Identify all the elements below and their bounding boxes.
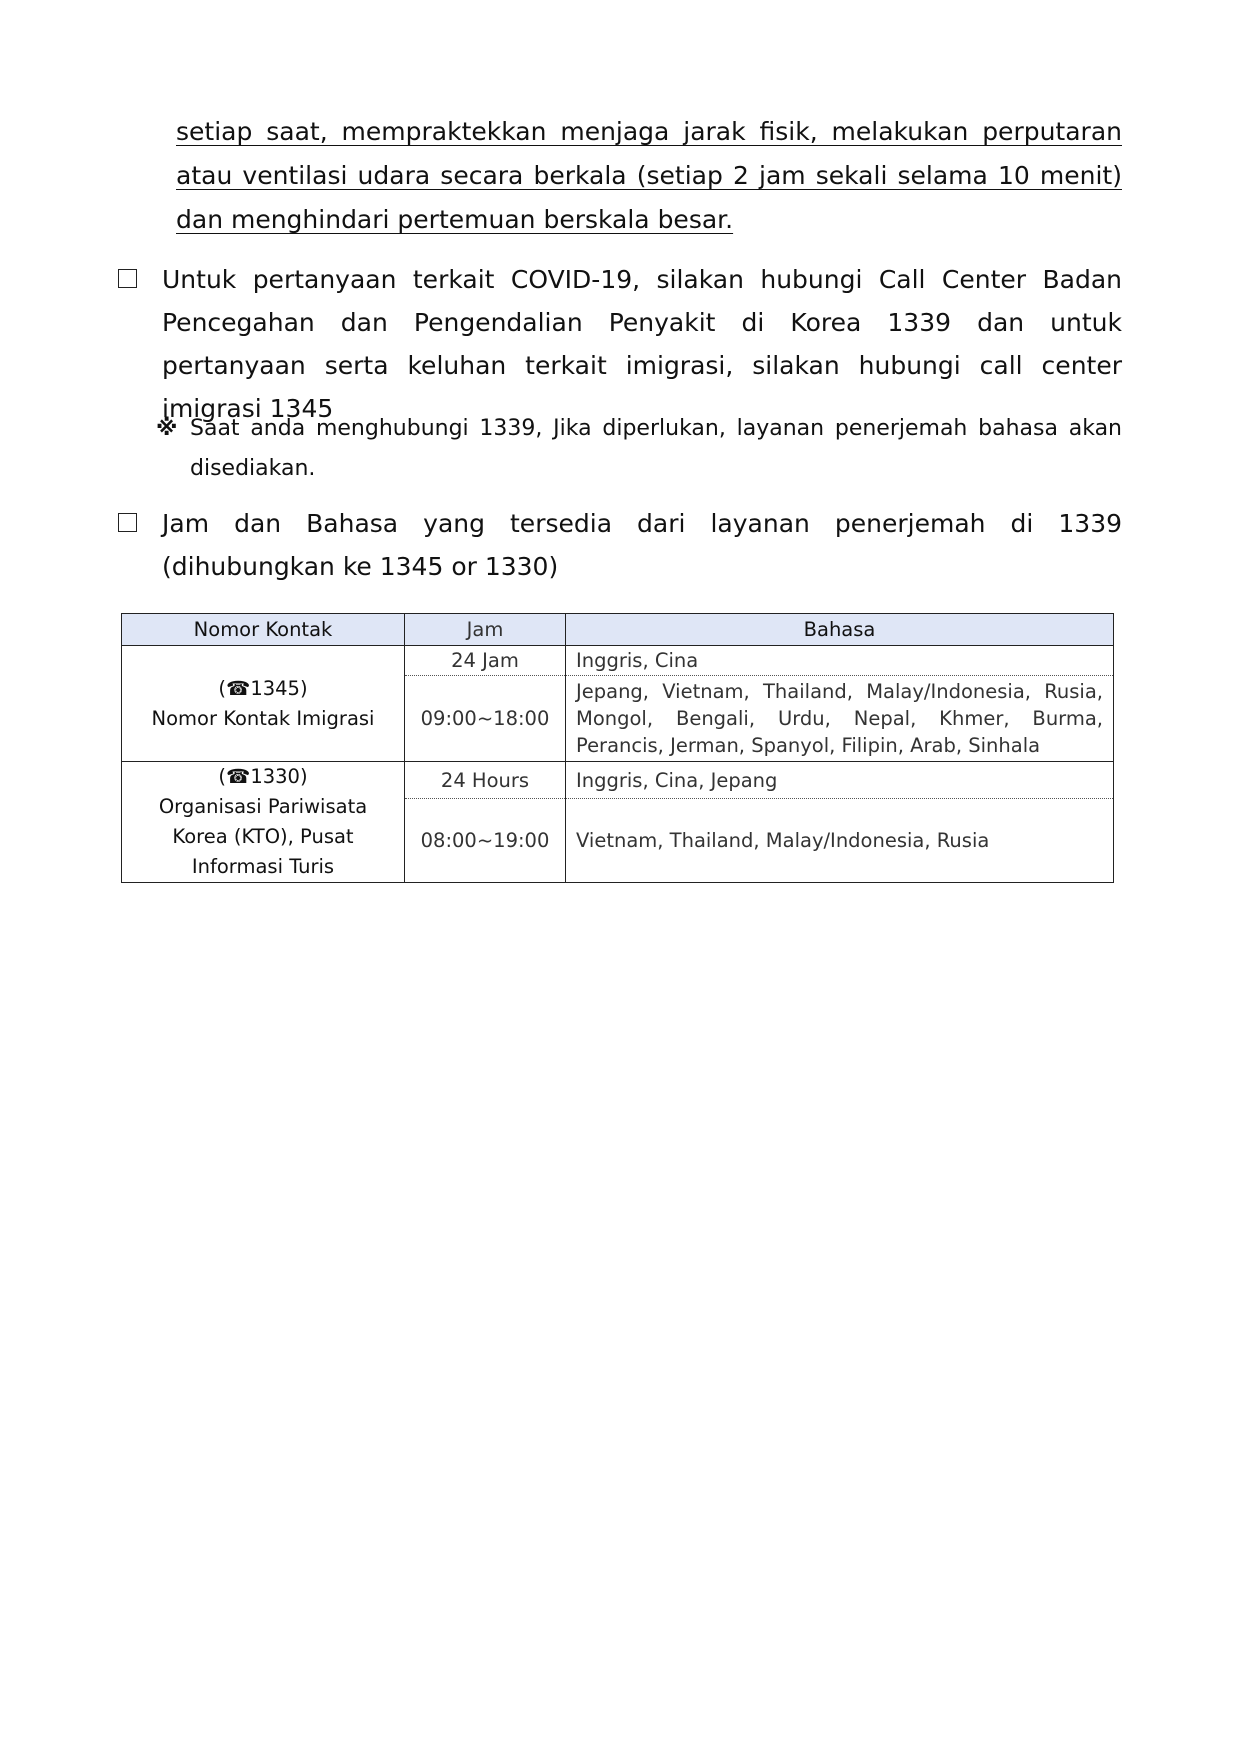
languages-cell: Inggris, Cina <box>566 646 1114 676</box>
underlined-paragraph: setiap saat, mempraktekkan menjaga jarak fisik, melakukan perputaran atau ventilasi udara secara berkala (setiap 2 jam sekali selama 10 menit) dan menghindari pertemuan berskala besar. <box>176 117 1122 234</box>
contact-name: Nomor Kontak Imigrasi <box>151 706 375 730</box>
checkbox-square-icon <box>118 269 137 288</box>
header-contact: Nomor Kontak <box>122 614 405 646</box>
languages-cell: Vietnam, Thailand, Malay/Indonesia, Rusia <box>566 799 1114 883</box>
note-text: Saat anda menghubungi 1339, Jika diperlukan, layanan penerjemah bahasa akan disediakan. <box>190 416 1122 481</box>
list-item-covid-hotline <box>118 258 1122 430</box>
table-header-row <box>122 614 1114 646</box>
contact-number: (☎1345) <box>218 676 308 700</box>
note <box>156 409 1122 489</box>
hours-cell: 24 Jam <box>405 646 566 676</box>
header-hours: Jam <box>405 614 566 646</box>
list-item-text: Untuk pertanyaan terkait COVID-19, silakan hubungi Call Center Badan Pencegahan dan Pengendalian Penyakit di Korea 1339 dan untuk pertanyaan serta keluhan terkait imigrasi, silakan hubungi call center imigrasi 1345 <box>162 265 1122 423</box>
contacts-table <box>121 613 1114 883</box>
hours-cell: 09:00~18:00 <box>405 676 566 762</box>
table-row <box>122 646 1114 676</box>
contact-cell <box>122 762 405 883</box>
reference-mark-icon: ※ <box>156 416 178 441</box>
list-item-text: Jam dan Bahasa yang tersedia dari layanan penerjemah di 1339 (dihubungkan ke 1345 or 1330) <box>162 509 1122 581</box>
hours-cell: 24 Hours <box>405 762 566 799</box>
languages-cell: Inggris, Cina, Jepang <box>566 762 1114 799</box>
table-row <box>122 762 1114 799</box>
contact-cell <box>122 646 405 762</box>
header-languages: Bahasa <box>566 614 1114 646</box>
languages-cell: Jepang, Vietnam, Thailand, Malay/Indonesia, Rusia, Mongol, Bengali, Urdu, Nepal, Khmer, Burma, Perancis, Jerman, Spanyol, Filipin, Arab, Sinhala <box>566 676 1114 762</box>
hours-cell: 08:00~19:00 <box>405 799 566 883</box>
checkbox-square-icon <box>118 513 137 532</box>
list-item-translator-hours <box>118 502 1122 588</box>
contact-name: Organisasi Pariwisata Korea (KTO), Pusat Informasi Turis <box>158 795 368 878</box>
contact-number: (☎1330) <box>218 765 308 788</box>
